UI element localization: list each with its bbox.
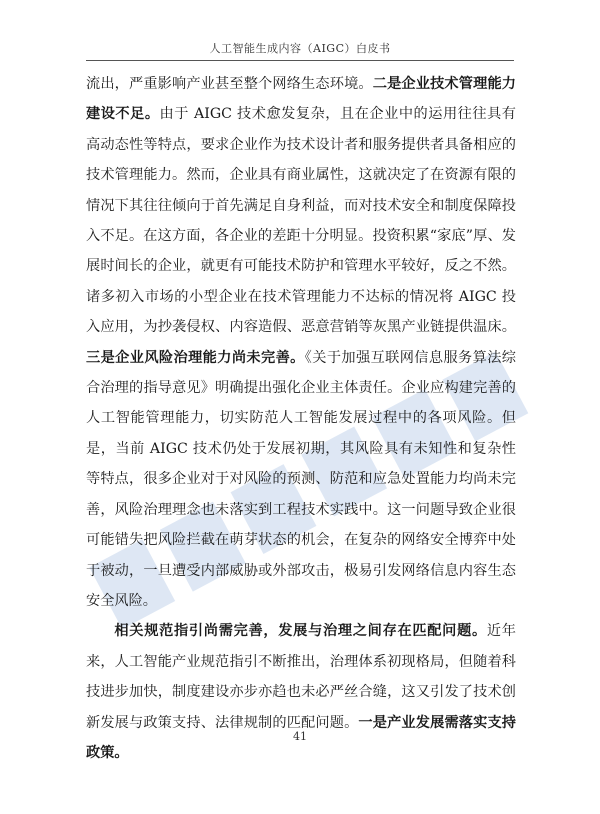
paragraph-1 [86,69,516,616]
running-header: 人工智能生成内容（AIGC）白皮书 [209,42,391,55]
bold-heading-span: 二是企业技术管理能力建设不足。 [86,76,516,123]
text-span: 《关于加强互联网信息服务算法综合治理的指导意见》明确提出强化企业主体责任。企业应构建完善的人工智能管理能力，切实防范人工智能发展过程中的各项风险。但是，当前 AIGC 技术仍处于发展初期，其风险具有未知性和复杂性等特点，很多企业对于对风险的预测、防范和应急处置能力均尚未完善，风险治理理念也未落实到工程技术实践中。这一问题导致企业很可能错失把风险拦截在萌芽状态的机会，在复杂的网络安全博弈中处于被动，一旦遭受内部威胁或外部攻击，极易引发网络信息内容生态安全风险。 [86,349,516,609]
bold-heading-span: 一是产业发展需落实支持政策。 [86,714,516,761]
page-number: 41 [293,730,307,743]
header-rule [86,60,514,61]
paragraph-2 [86,616,516,768]
bold-heading-span: 三是企业风险治理能力尚未完善。 [86,349,305,366]
text-span: 近年来，人工智能产业规范指引不断推出，治理体系初现格局，但随着科技进步加快，制度建设亦步亦趋也未必严丝合缝，这又引发了技术创新发展与政策支持、法律规制的匹配问题。 [86,623,516,731]
text-span: 由于 AIGC 技术愈发复杂，且在企业中的运用往往具有高动态性等特点，要求企业作为技术设计者和服务提供者具备相应的技术管理能力。然而，企业具有商业属性，这就决定了在资源有限的情况下其往往倾向于首先满足自身利益，而对技术安全和制度保障投入不足。在这方面，各企业的差距十分明显。投资积累“家底”厚、发展时间长的企业，就更有可能技术防护和管理水平较好，反之不然。诸多初入市场的小型企业在技术管理能力不达标的情况将 AIGC 投入应用，为抄袭侵权、内容造假、恶意营销等灰黑产业链提供温床。 [86,106,516,336]
body-text [86,69,516,768]
text-span: 流出，严重影响产业甚至整个网络生态环境。 [86,76,373,92]
bold-heading-span: 相关规范指引尚需完善，发展与治理之间存在匹配问题。 [114,623,487,640]
